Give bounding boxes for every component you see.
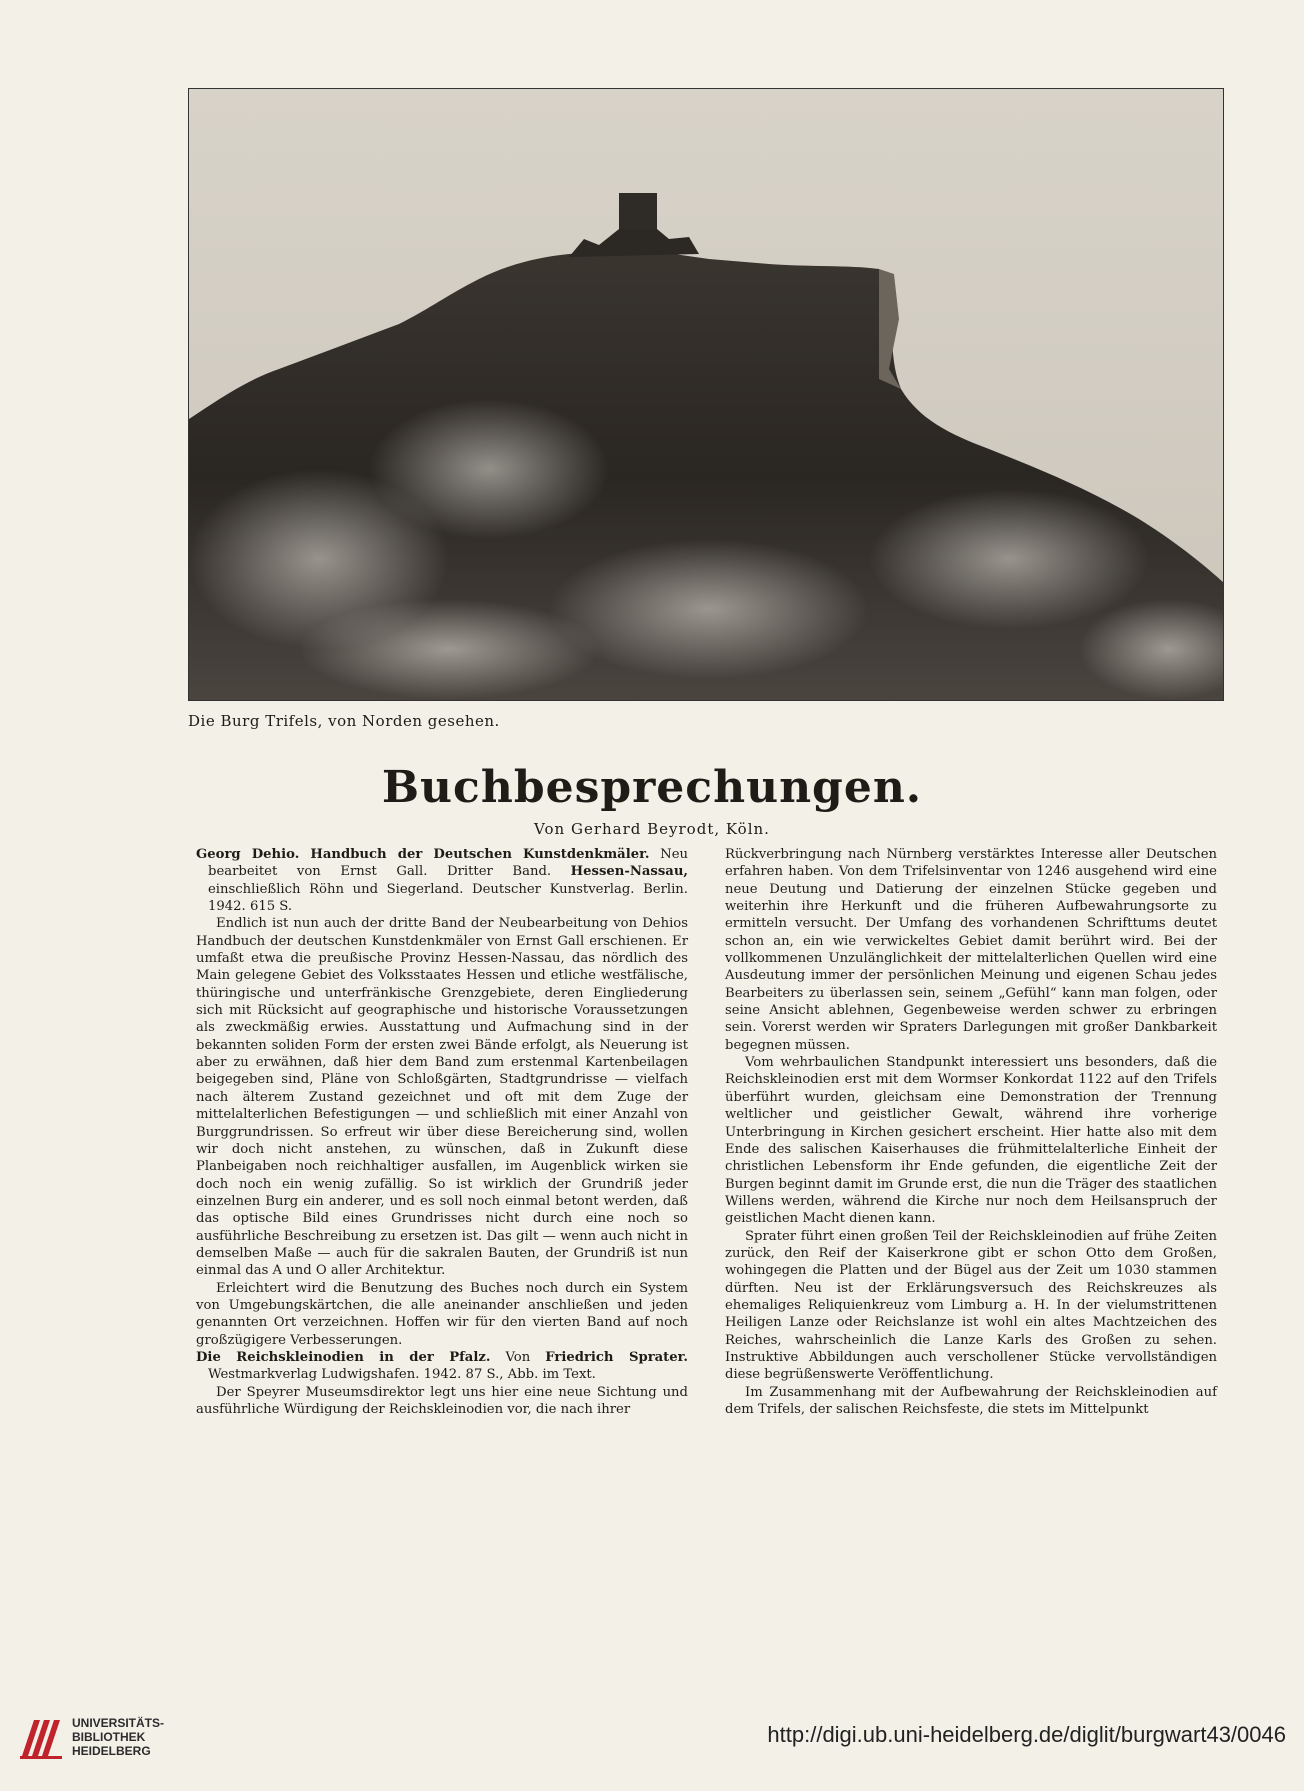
library-name-line: HEIDELBERG [72,1744,151,1758]
publication-info: einschließlich Röhn und Siegerland. Deutscher Kunstverlag. Berlin. 1942. 615 S. [208,881,688,915]
castle-photo [188,88,1224,701]
paragraph: Vom wehrbaulichen Standpunkt interessiert uns besonders, daß die Reichskleinodien erst mit dem Wormser Konkordat 1122 auf den Trifels überführt wurden, gleichsam eine Demonstration der Trennung weltlicher und geistlicher Gewalt, während ihre vorherige Unterbringung in Kirchen gesichert erscheint. Hier hatte also mit dem Ende des salischen Kaiserhauses die frühmittelalterliche Einheit der christlichen Lebensform ihr Ende gefunden, die eigentliche Zeit der Burgen beginnt damit im Grunde erst, die nun die Träger des staatlichen Willens werden, während die Kirche nur noch dem Heilsanspruch der geistlichen Macht dienen kann. [725,1055,1217,1227]
review-entry-sprater [196,1349,688,1384]
castle-photo-graphic [189,89,1224,701]
paragraph: Im Zusammenhang mit der Aufbewahrung der Reichskleinodien auf dem Trifels, der salischen Reichsfeste, die stets im Mittelpunkt [725,1384,1217,1417]
library-name-line: BIBLIOTHEK [72,1730,146,1744]
paragraph: Endlich ist nun auch der dritte Band der Neubearbeitung von Dehios Handbuch der deutschen Kunstdenkmäler von Ernst Gall erschienen. Er umfaßt etwa die preußische Provinz Hessen-Nassau, das nördlich des Main gelegene Gebiet des Volksstaates Hessen und etliche westfälische, thüringische und unterfränkische Grenzgebiete, deren Eingliederung sich mit Rücksicht auf geographische und historische Voraussetzungen als zweckmäßig erwies. Ausstattung und Aufmachung sind in der bekannten soliden Form der ersten zwei Bände erfolgt, als Neuerung ist aber zu erwähnen, daß hier dem Band zum erstenmal Kartenbeilagen beigegeben sind, Pläne von Schloßgärten, Stadtgrundrisse — vielfach nach älterem Zustand gezeichnet und oft mit dem Zuge der mittelalterlichen Befestigungen — und schließlich mit einer Anzahl von Burggrundrissen. So erfreut wir über diese Bereicherung sind, wollen wir doch nicht anstehen, zu wünschen, daß in Zukunft diese Planbeigaben noch reichhaltiger ausfallen, im Augenblick wirken sie doch noch ein wenig zufällig. So ist wirklich der Grundriß jeder einzelnen Burg ein anderer, und es soll noch einmal betont werden, daß das optische Bild eines Grundrisses nicht durch eine noch so ausführliche Beschreibung zu ersetzen ist. Das gilt — wenn auch nicht in demselben Maße — auch für die sakralen Bauten, der Grundriß ist nun einmal das A und O aller Architektur. [196,916,688,1279]
review-author: Friedrich Sprater. [545,1349,688,1365]
photo-caption: Die Burg Trifels, von Norden gesehen. [188,712,500,730]
paragraph: Erleichtert wird die Benutzung des Buches noch durch ein System von Umgebungskärtchen, die alle aneinander anschließen und jeden genannten Ort verzeichnen. Hoffen wir für den vierten Band auf noch großzügigere Verbesserungen. [196,1280,688,1348]
article-title: Buchbesprechungen. [381,762,923,813]
library-emblem-icon [16,1712,64,1762]
publication-info: Neu bearbeitet von Ernst Gall. Dritter Band. [208,847,689,880]
left-column [196,846,688,1418]
paragraph: Der Speyrer Museumsdirektor legt uns hier eine neue Sichtung und ausführliche Würdigung der Reichskleinodien vor, die nach ihrer [196,1384,688,1417]
source-url-link[interactable]: http://digi.ub.uni-heidelberg.de/diglit/burgwart43/0046 [767,1722,1286,1747]
paragraph: Sprater führt einen großen Teil der Reichskleinodien auf frühe Zeiten zurück, den Reif der Kaiserkrone gibt er schon Otto dem Großen, wohingegen die Platten und der Bügel aus der Zeit um 1030 stammen dürften. Neu ist der Erklärungsversuch des Reichskreuzes als ehemaliges Reliquienkreuz vom Limburg a. H. In der vielumstrittenen Heiligen Lanze oder Reichslanze ist wohl ein altes Machtzeichen des Reiches, wahrscheinlich die Lanze Karls des Großen zu sehen. Instruktive Abbildungen auch verschollener Stücke vervollständigen diese begrüßenswerte Veröffentlichung. [725,1228,1217,1383]
review-heading: Die Reichskleinodien in der Pfalz. [196,1349,491,1365]
review-heading: Georg Dehio. Handbuch der Deutschen Kunstdenkmäler. [196,847,650,862]
review-entry-dehio [196,846,688,915]
volume-title: Hessen-Nassau, [570,864,688,880]
right-column [725,846,1217,1418]
author-prefix: Von [490,1349,546,1365]
article-byline: Von Gerhard Beyrodt, Köln. [534,820,770,838]
paragraph: Rückverbringung nach Nürnberg verstärktes Interesse aller Deutschen erfahren haben. Von dem Trifelsinventar von 1246 ausgehend wird eine neue Deutung und Datierung der einzelnen Stücke gegeben und weiterhin ihre Herkunft und die früheren Aufbewahrungsorte zu ermitteln versucht. Der Umfang des vorhandenen Schrifttums deutet schon an, ein wie verwickeltes Gebiet damit berührt wird. Bei der vollkommenen Unzulänglichkeit der mittelalterlichen Quellen wird eine Ausdeutung immer der persönlichen Meinung und eigenen Schau jedes Bearbeiters zu überlassen sein, seinem „Gefühl“ kann man folgen, oder seine Ansicht ablehnen, Gegenbeweise werden schwer zu erbringen sein. Vorerst werden wir Spraters Darlegungen mit großer Dankbarkeit begegnen müssen. [725,847,1217,1053]
library-name-line: UNIVERSITÄTS- [72,1716,165,1730]
library-logo[interactable] [16,1712,181,1772]
publication-info: Westmarkverlag Ludwigshafen. 1942. 87 S., Abb. im Text. [208,1367,596,1383]
